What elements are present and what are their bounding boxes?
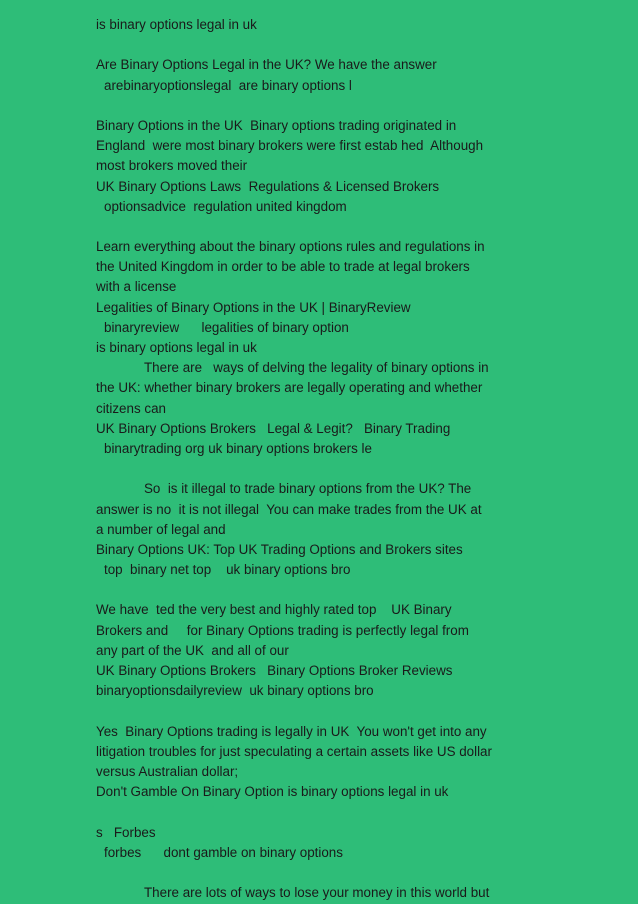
- text-line: versus Australian dollar;: [96, 763, 239, 779]
- text-line: UK Binary Options Brokers Binary Options Broker Reviews: [96, 663, 453, 678]
- text-line: Are Binary Options Legal in the UK? We have the answer: [96, 57, 437, 73]
- text-line: Learn everything about the binary options rules and regulations in: [96, 239, 485, 255]
- url-line[interactable]: forbes dont gamble on binary options: [104, 844, 343, 860]
- text-line: the UK: whether binary brokers are legally operating and whether: [96, 380, 483, 396]
- url-line[interactable]: optionsadvice regulation united kingdom: [104, 198, 347, 214]
- text-line: Binary Options UK: Top UK Trading Options and Brokers sites: [96, 541, 463, 557]
- url-line[interactable]: binaryoptionsdailyreview uk binary options bro: [96, 683, 374, 699]
- blank-line: [96, 35, 538, 55]
- text-line: We have ted the very best and highly rated top UK Binary: [96, 602, 452, 618]
- blank-line: [96, 459, 538, 479]
- text-line: So is it illegal to trade binary options from the UK? The: [144, 481, 472, 497]
- text-line: Brokers and for Binary Options trading is perfectly legal from: [96, 622, 469, 638]
- text-line: There are lots of ways to lose your money in this world but: [144, 885, 490, 901]
- blank-line: [96, 96, 538, 116]
- text-line: answer is no it is not illegal You can make trades from the UK at: [96, 501, 482, 517]
- text-line: the United Kingdom in order to be able to trade at legal brokers: [96, 259, 470, 275]
- blank-line: [96, 580, 538, 600]
- text-line: litigation troubles for just speculating a certain assets like US dollar: [96, 743, 492, 759]
- text-line: is binary options legal in uk: [96, 17, 257, 32]
- text-line: is binary options legal in uk: [96, 340, 257, 355]
- text-line: Legalities of Binary Options in the UK | BinaryReview: [96, 299, 411, 315]
- url-line[interactable]: top binary net top uk binary options bro: [104, 562, 351, 578]
- text-line: England were most binary brokers were first estab hed Although: [96, 138, 484, 154]
- text-line: citizens can: [96, 400, 166, 416]
- url-line[interactable]: binarytrading org uk binary options brokers le: [104, 440, 372, 456]
- blank-line: [96, 863, 538, 883]
- blank-line: [96, 701, 538, 721]
- text-line: any part of the UK and all of our: [96, 642, 289, 658]
- url-line[interactable]: arebinaryoptionslegal are binary options l: [104, 77, 352, 93]
- text-line: s Forbes: [96, 824, 156, 840]
- text-line: Yes Binary Options trading is legally in UK You won't get into any: [96, 723, 487, 739]
- text-line: Don't Gamble On Binary Option is binary options legal in uk: [96, 784, 449, 800]
- text-line: Binary Options in the UK Binary options trading originated in: [96, 117, 457, 133]
- text-line: UK Binary Options Brokers Legal & Legit? Binary Trading: [96, 420, 451, 436]
- text-line: with a license: [96, 279, 177, 295]
- blank-line: [96, 802, 538, 822]
- text-line: UK Binary Options Laws Regulations & Licensed Brokers: [96, 178, 440, 194]
- text-line: a number of legal and: [96, 521, 226, 537]
- text-line: There are ways of delving the legality of binary options in: [144, 360, 489, 376]
- blank-line: [96, 217, 538, 237]
- url-line[interactable]: binaryreview legalities of binary option: [104, 319, 349, 335]
- text-line: most brokers moved their: [96, 158, 248, 174]
